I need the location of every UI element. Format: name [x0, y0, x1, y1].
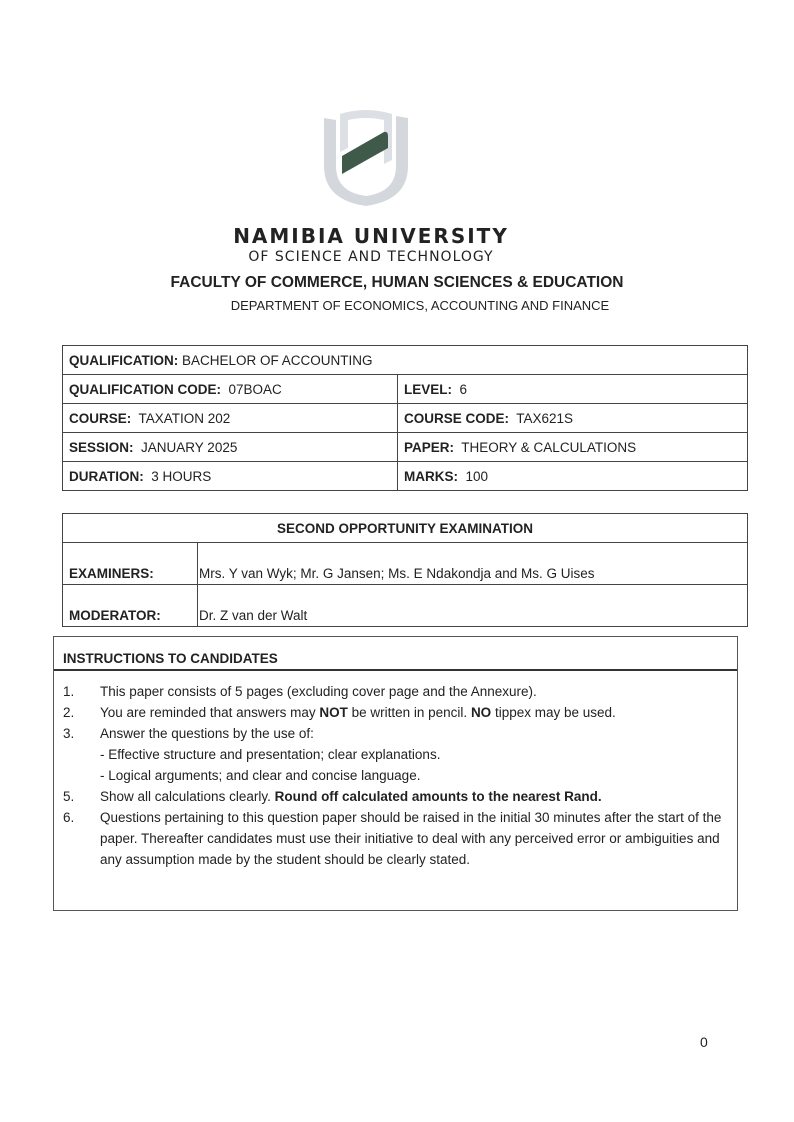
value: JANUARY 2025 — [141, 439, 238, 455]
item-number: 5. — [63, 789, 75, 804]
exam-title: SECOND OPPORTUNITY EXAMINATION — [63, 514, 748, 543]
exam-details-table — [62, 345, 748, 491]
course-cell — [63, 404, 398, 433]
paper-cell — [398, 433, 748, 462]
value: THEORY & CALCULATIONS — [461, 439, 637, 455]
page-number: 0 — [700, 1034, 708, 1050]
item-text: You are reminded that answers may NOT be written in pencil. NO tippex may be used. — [100, 705, 616, 720]
item-number: 2. — [63, 705, 75, 720]
value: 100 — [465, 468, 489, 484]
department-name: DEPARTMENT OF ECONOMICS, ACCOUNTING AND FINANCE — [230, 298, 610, 313]
value: 3 HOURS — [151, 468, 212, 484]
value: BACHELOR OF ACCOUNTING — [182, 352, 373, 368]
qualification-cell — [63, 346, 748, 375]
value: TAX621S — [516, 410, 574, 426]
examiners-value: Mrs. Y van Wyk; Mr. G Jansen; Ms. E Ndakondja and Ms. G Uises — [198, 543, 748, 585]
item-text: - Effective structure and presentation; clear explanations. — [100, 747, 441, 762]
label: QUALIFICATION: — [69, 352, 179, 368]
course-code-cell — [398, 404, 748, 433]
item-number: 1. — [63, 684, 75, 699]
level-cell — [398, 375, 748, 404]
moderator-value: Dr. Z van der Walt — [198, 585, 748, 627]
faculty-name: FACULTY OF COMMERCE, HUMAN SCIENCES & EDUCATION — [170, 274, 624, 291]
label: DURATION: — [69, 468, 144, 484]
university-name: NAMIBIA UNIVERSITY — [233, 224, 509, 248]
value: 07BOAC — [228, 381, 282, 397]
session-cell — [63, 433, 398, 462]
item-number: 6. — [63, 810, 75, 825]
label: QUALIFICATION CODE: — [69, 381, 221, 397]
value: TAXATION 202 — [138, 410, 231, 426]
item-text: Questions pertaining to this question paper should be raised in the initial 30 minutes after the start of the paper. Thereafter candidates must use their initiative to deal with any perceived error or ambiguities and any assumption made by the student should be clearly stated. — [100, 810, 722, 867]
value: 6 — [459, 381, 468, 397]
item-text: - Logical arguments; and clear and concise language. — [100, 768, 421, 783]
instructions-box — [53, 636, 738, 911]
label: MARKS: — [404, 468, 458, 484]
university-subtitle: OF SCIENCE AND TECHNOLOGY — [248, 249, 494, 265]
examiners-table — [62, 513, 748, 627]
item-number: 3. — [63, 726, 75, 741]
item-text: Show all calculations clearly. Round off calculated amounts to the nearest Rand. — [100, 789, 602, 804]
moderator-label: MODERATOR: — [63, 585, 198, 627]
university-logo — [318, 104, 414, 208]
instructions-header — [54, 637, 737, 671]
examiners-label: EXAMINERS: — [63, 543, 198, 585]
label: SESSION: — [69, 439, 134, 455]
label: COURSE: — [69, 410, 132, 426]
instructions-title: INSTRUCTIONS TO CANDIDATES — [63, 651, 278, 666]
item-text: Answer the questions by the use of: — [100, 726, 314, 741]
qualification-code-cell — [63, 375, 398, 404]
duration-cell — [63, 462, 398, 491]
item-text: This paper consists of 5 pages (excluding cover page and the Annexure). — [100, 684, 537, 699]
marks-cell — [398, 462, 748, 491]
label: COURSE CODE: — [404, 410, 510, 426]
label: PAPER: — [404, 439, 455, 455]
label: LEVEL: — [404, 381, 453, 397]
